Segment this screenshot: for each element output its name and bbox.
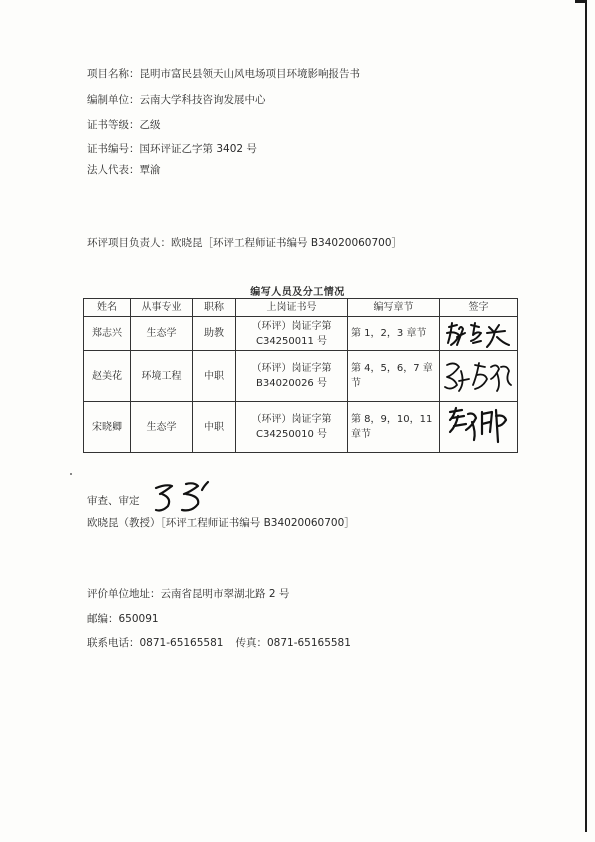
- cell-title: 中职: [193, 402, 236, 453]
- legal-rep-label: 法人代表：: [87, 164, 140, 176]
- lead-label: 环评项目负责人：: [87, 237, 171, 249]
- header-name: 姓名: [84, 299, 131, 317]
- header-major: 从事专业: [131, 299, 193, 317]
- org-line: [87, 93, 266, 107]
- scan-edge-right: [585, 0, 587, 832]
- handwritten-signature: [443, 319, 515, 349]
- legal-rep-line: [87, 163, 161, 177]
- lead-value: 欧晓昆［环评工程师证书编号 B34020060700］: [171, 237, 403, 249]
- grade-value: 乙级: [139, 119, 161, 131]
- cell-signature: [440, 402, 518, 453]
- cell-cert: [236, 351, 348, 402]
- reviewer-signature: [150, 480, 240, 516]
- cert-line-2: C34250011 号: [255, 335, 328, 347]
- project-name-value: 昆明市富民县领天山风电场项目环境影响报告书: [139, 68, 360, 80]
- handwritten-signature: [444, 404, 514, 450]
- cell-title: 中职: [193, 351, 236, 402]
- cell-chapters: 第 1，2，3 章节: [348, 317, 440, 351]
- grade-line: [87, 118, 161, 132]
- postcode-line: [87, 612, 159, 626]
- postcode-label: 邮编：: [87, 613, 119, 625]
- project-name-line: [87, 67, 360, 81]
- table-row: [84, 402, 518, 453]
- cert-line-1: （环评）岗证字第: [251, 414, 332, 425]
- org-label: 编制单位：: [87, 94, 140, 106]
- review-label: 审查、审定: [87, 495, 140, 507]
- cell-title: 助教: [193, 317, 236, 351]
- cert-line-1: （环评）岗证字第: [251, 363, 332, 374]
- cell-signature: [440, 317, 518, 351]
- legal-rep-value: 覃渝: [139, 164, 161, 176]
- table-title: 编写人员及分工情况: [250, 287, 345, 298]
- cert-line-1: （环评）岗证字第: [251, 320, 332, 332]
- cell-name: 郑志兴: [84, 317, 131, 351]
- handwritten-signature: [441, 357, 517, 395]
- table-row: [84, 351, 518, 402]
- cell-chapters: 第 8，9，10，11 章节: [348, 402, 440, 453]
- table-header-row: [84, 299, 518, 317]
- review-value: 欧晓昆（教授）［环评工程师证书编号 B34020060700］: [87, 517, 355, 529]
- fax-value: 0871-65165581: [266, 637, 351, 649]
- cell-major: 环境工程: [131, 351, 193, 402]
- cert-value: 国环评证乙字第 3402 号: [139, 143, 257, 155]
- staff-table: [83, 298, 518, 453]
- project-name-label: 项目名称：: [87, 68, 140, 80]
- address-line: [87, 587, 289, 601]
- cell-name: 赵美花: [84, 351, 131, 402]
- cell-major: 生态学: [131, 402, 193, 453]
- lead-line: [87, 236, 402, 250]
- scan-speck: [70, 473, 72, 475]
- postcode-value: 650091: [118, 613, 159, 625]
- cell-major: 生态学: [131, 317, 193, 351]
- cert-line: [87, 142, 257, 156]
- cert-line-2: C34250010 号: [255, 429, 328, 440]
- cert-line-2: B34020026 号: [256, 378, 327, 389]
- phone-value: 0871-65165581: [139, 637, 224, 649]
- cell-cert: [236, 317, 348, 351]
- header-chapters: 编写章节: [348, 299, 440, 317]
- address-label: 评价单位地址：: [87, 588, 161, 600]
- grade-label: 证书等级：: [87, 119, 140, 131]
- cell-chapters: 第 4，5，6，7 章节: [348, 351, 440, 402]
- fax-label: 传真：: [235, 637, 267, 649]
- cert-label: 证书编号：: [87, 143, 140, 155]
- table-row: [84, 317, 518, 351]
- org-value: 云南大学科技咨询发展中心: [139, 94, 266, 106]
- phone-fax-line: [87, 636, 351, 650]
- cell-signature: [440, 351, 518, 402]
- cell-cert: [236, 402, 348, 453]
- address-value: 云南省昆明市翠湖北路 2 号: [160, 588, 290, 600]
- header-signature: 签字: [440, 299, 518, 317]
- header-title: 职称: [193, 299, 236, 317]
- cell-name: 宋晓卿: [84, 402, 131, 453]
- header-cert: 上岗证书号: [236, 299, 348, 317]
- phone-label: 联系电话：: [87, 637, 140, 649]
